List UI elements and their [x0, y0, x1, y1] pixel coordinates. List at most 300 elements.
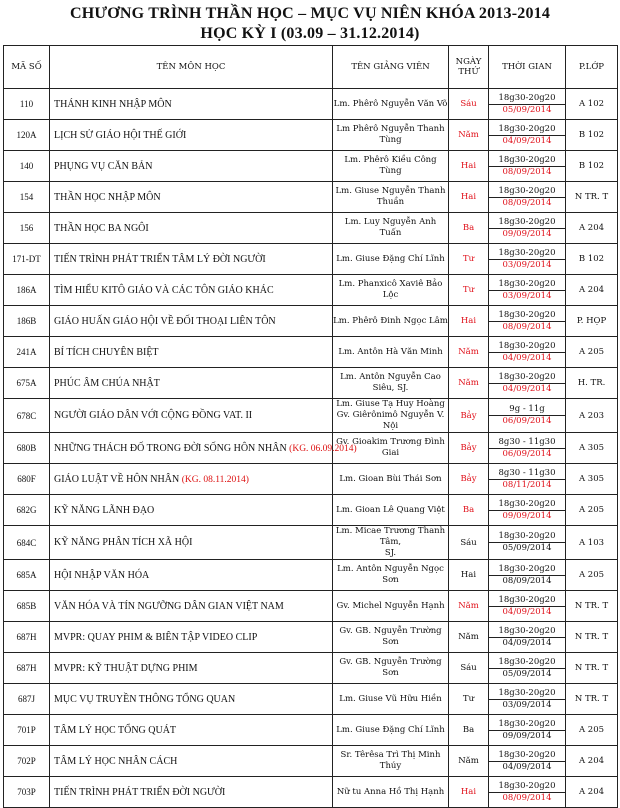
- room: B 102: [578, 161, 605, 171]
- time-range: 18g30-20g20: [489, 186, 565, 198]
- teacher-cell: [333, 495, 449, 526]
- course-name-cell: [50, 684, 333, 715]
- course-code-cell: [4, 399, 50, 433]
- room: A 103: [578, 537, 605, 548]
- room-cell: [566, 591, 618, 622]
- start-date: 05/09/2014: [502, 668, 552, 679]
- course-name: NGƯỜI GIÁO DÂN VỚI CỘNG ĐỒNG VAT. II: [54, 410, 253, 421]
- room: N TR. T: [574, 663, 609, 673]
- weekday: Tư: [462, 285, 475, 295]
- column-header-day-line1: NGÀY: [455, 57, 482, 67]
- course-code: 703P: [17, 787, 36, 797]
- course-code: 687J: [17, 694, 35, 704]
- room: A 305: [578, 443, 605, 453]
- course-code: 687H: [16, 663, 37, 673]
- room: A 205: [578, 505, 605, 515]
- course-name-cell: [50, 746, 333, 777]
- course-code-cell: [4, 495, 50, 526]
- start-date: 04/09/2014: [502, 352, 552, 363]
- course-name: HỘI NHẬP VĂN HÓA: [54, 569, 150, 581]
- column-header-time: THỜI GIAN: [489, 46, 566, 89]
- table-row: [4, 591, 618, 622]
- column-header-room: P.LỚP: [566, 46, 618, 89]
- time-range: 18g30-20g20: [489, 341, 565, 353]
- table-row: [4, 715, 618, 746]
- room: P. HỌP: [576, 316, 607, 326]
- room-cell: [566, 777, 618, 808]
- day-cell: [449, 151, 489, 182]
- teacher-name: Gv. GB. Nguyễn Trường Sơn: [339, 657, 442, 678]
- course-name-cell: [50, 495, 333, 526]
- time-cell: [489, 433, 566, 464]
- course-code-cell: [4, 684, 50, 715]
- course-code: 110: [19, 99, 34, 109]
- day-cell: [449, 684, 489, 715]
- room-cell: [566, 399, 618, 433]
- time-cell: [489, 684, 566, 715]
- course-name: PHÚC ÂM CHÚA NHẬT: [54, 377, 160, 389]
- weekday: Sáu: [460, 663, 477, 673]
- teacher-cell: [333, 182, 449, 213]
- time-cell: [489, 622, 566, 653]
- course-name: LỊCH SỬ GIÁO HỘI THẾ GIỚI: [54, 129, 187, 141]
- course-code-cell: [4, 777, 50, 808]
- time-range: 18g30-20g20: [489, 124, 565, 136]
- start-date: 05/09/2014: [502, 104, 552, 115]
- course-code-cell: [4, 368, 50, 399]
- room: N TR. T: [574, 632, 609, 642]
- time-range: 18g30-20g20: [489, 688, 565, 700]
- time-range: 18g30-20g20: [489, 217, 565, 229]
- start-date: 08/11/2014: [502, 479, 552, 490]
- course-note: (KG. 06.09.2014): [289, 443, 357, 454]
- course-name-cell: [50, 591, 333, 622]
- time-cell: [489, 464, 566, 495]
- table-row: [4, 777, 618, 808]
- course-note: (KG. 08.11.2014): [181, 474, 249, 485]
- course-code: 171-DT: [12, 254, 41, 264]
- room: A 205: [578, 570, 605, 580]
- room-cell: [566, 684, 618, 715]
- course-name-cell: [50, 244, 333, 275]
- course-name-cell: [50, 560, 333, 591]
- teacher-cell: [333, 526, 449, 560]
- column-header-day-line2: THỨ: [458, 67, 479, 77]
- course-code-cell: [4, 213, 50, 244]
- room: N TR. T: [574, 192, 609, 202]
- room-cell: [566, 213, 618, 244]
- course-name-cell: [50, 433, 357, 464]
- course-code: 675A: [16, 378, 37, 388]
- room: N TR. T: [574, 601, 609, 611]
- room: A 102: [578, 99, 605, 109]
- weekday: Bảy: [460, 443, 477, 453]
- course-name-cell: [50, 526, 333, 560]
- day-cell: [449, 337, 489, 368]
- table-row: [4, 213, 618, 244]
- room-cell: [566, 306, 618, 337]
- course-name-cell: [50, 120, 333, 151]
- time-cell: [489, 306, 566, 337]
- day-cell: [449, 433, 489, 464]
- teacher-cell: [333, 151, 449, 182]
- day-cell: [449, 591, 489, 622]
- time-range: 18g30-20g20: [489, 781, 565, 793]
- course-code: 701P: [17, 725, 36, 735]
- teacher-name: Lm. Phanxicô Xaviê Bảo Lộc: [338, 279, 443, 300]
- weekday: Năm: [458, 378, 479, 388]
- day-cell: [449, 777, 489, 808]
- room: A 204: [578, 787, 605, 797]
- teacher-cell: [333, 213, 449, 244]
- column-header-course: TÊN MÔN HỌC: [50, 46, 333, 89]
- teacher-cell: [333, 560, 449, 591]
- teacher-name: Nữ tu Anna Hồ Thị Hạnh: [336, 786, 445, 797]
- course-name-cell: [50, 337, 333, 368]
- course-name-cell: [50, 777, 333, 808]
- day-cell: [449, 368, 489, 399]
- course-name-cell: [50, 399, 333, 433]
- start-date: 04/09/2014: [502, 761, 552, 772]
- teacher-name: Lm. Giuse Nguyễn Thanh Thuần: [335, 186, 446, 207]
- course-code: 140: [19, 161, 34, 171]
- weekday: Năm: [458, 347, 479, 357]
- course-name-cell: [50, 213, 333, 244]
- day-cell: [449, 715, 489, 746]
- course-code-cell: [4, 182, 50, 213]
- start-date: 06/09/2014: [502, 448, 552, 459]
- day-cell: [449, 120, 489, 151]
- column-header-code: MÃ SỐ: [4, 46, 50, 89]
- teacher-name: Lm. Antôn Nguyễn Cao Siêu, SJ.: [340, 372, 441, 393]
- weekday: Năm: [458, 756, 479, 766]
- table-row: [4, 244, 618, 275]
- room-cell: [566, 715, 618, 746]
- weekday: Năm: [458, 632, 479, 642]
- time-cell: [489, 591, 566, 622]
- teacher-name: Lm. Luy Nguyễn Anh Tuấn: [344, 217, 437, 238]
- table-row: [4, 746, 618, 777]
- room: A 205: [578, 347, 605, 357]
- room: A 204: [578, 223, 605, 233]
- table-row: [4, 560, 618, 591]
- time-cell: [489, 653, 566, 684]
- table-row: [4, 622, 618, 653]
- teacher-cell: [333, 368, 449, 399]
- course-code: 680B: [16, 443, 37, 453]
- course-code: 687H: [16, 632, 37, 642]
- time-range: 18g30-20g20: [489, 626, 565, 638]
- room-cell: [566, 746, 618, 777]
- start-date: 09/09/2014: [502, 510, 552, 521]
- course-name: GIÁO LUẬT VỀ HÔN NHÂN: [54, 473, 180, 485]
- table-row: [4, 495, 618, 526]
- time-cell: [489, 495, 566, 526]
- weekday: Hai: [460, 192, 477, 202]
- teacher-name: Lm. Phêrô Đinh Ngọc Lâm: [333, 315, 448, 326]
- room: H. TR.: [577, 378, 606, 388]
- room-cell: [566, 182, 618, 213]
- start-date: 04/09/2014: [502, 606, 552, 617]
- teacher-cell: [333, 777, 449, 808]
- day-cell: [449, 89, 489, 120]
- day-cell: [449, 653, 489, 684]
- time-cell: [489, 337, 566, 368]
- time-cell: [489, 120, 566, 151]
- course-code: 186A: [16, 285, 37, 295]
- course-code: 154: [19, 192, 34, 202]
- time-cell: [489, 715, 566, 746]
- course-code: 680F: [17, 474, 36, 484]
- time-cell: [489, 182, 566, 213]
- teacher-name: Lm. Phêrô Kiều Công Tùng: [344, 155, 437, 176]
- teacher-cell: [333, 120, 449, 151]
- course-code-cell: [4, 746, 50, 777]
- table-row: [4, 526, 618, 560]
- teacher-name-second: Gv. Giêrônimô Nguyễn V. Nội: [336, 410, 445, 431]
- teacher-name: Gv. Gioakim Trương Đình Giai: [336, 437, 445, 458]
- table-row: [4, 275, 618, 306]
- course-code: 682G: [16, 505, 37, 515]
- course-name: NHỮNG THÁCH ĐỐ TRONG ĐỜI SỐNG HÔN NHÂN: [54, 442, 287, 454]
- course-code: 186B: [16, 316, 37, 326]
- start-date: 08/09/2014: [502, 321, 552, 332]
- table-row: [4, 306, 618, 337]
- room-cell: [566, 275, 618, 306]
- teacher-cell: [333, 684, 449, 715]
- weekday: Tư: [462, 254, 475, 264]
- course-code-cell: [4, 306, 50, 337]
- teacher-name: Lm. Antôn Hà Văn Minh: [338, 346, 443, 357]
- table-row: [4, 120, 618, 151]
- teacher-name: Lm. Antôn Nguyễn Ngọc Sơn: [337, 564, 444, 585]
- column-header-teacher: TÊN GIẢNG VIÊN: [333, 46, 449, 89]
- start-date: 08/09/2014: [502, 575, 552, 586]
- course-name-cell: [50, 368, 333, 399]
- course-code-cell: [4, 89, 50, 120]
- course-name: TÂM LÝ HỌC TỔNG QUÁT: [54, 724, 177, 736]
- teacher-name: Lm. Giuse Tạ Huy Hoàng: [336, 399, 445, 409]
- course-code-cell: [4, 526, 50, 560]
- time-range: 18g30-20g20: [489, 531, 565, 543]
- time-cell: [489, 244, 566, 275]
- course-name-cell: [50, 715, 333, 746]
- table-row: [4, 399, 618, 433]
- teacher-name: Sr. Têrêsa Trì Thị Minh Thúy: [340, 750, 441, 771]
- teacher-cell: [333, 275, 449, 306]
- course-code: 702P: [17, 756, 36, 766]
- teacher-name: Lm. Gioan Lê Quang Việt: [336, 504, 445, 515]
- room-cell: [566, 120, 618, 151]
- course-name: VĂN HÓA VÀ TÍN NGƯỠNG DÂN GIAN VIỆT NAM: [54, 600, 284, 612]
- course-code: 685B: [16, 601, 37, 611]
- time-cell: [489, 399, 566, 433]
- course-name-cell: [50, 653, 333, 684]
- course-code-cell: [4, 244, 50, 275]
- table-row: [4, 151, 618, 182]
- time-range: 18g30-20g20: [489, 93, 565, 105]
- course-code-cell: [4, 464, 50, 495]
- day-cell: [449, 746, 489, 777]
- teacher-cell: [333, 337, 449, 368]
- teacher-name-second: SJ.: [384, 548, 397, 558]
- weekday: Ba: [462, 223, 475, 233]
- room: B 102: [578, 254, 605, 264]
- weekday: Sáu: [460, 99, 477, 109]
- start-date: 04/09/2014: [502, 383, 552, 394]
- course-name: MỤC VỤ TRUYỀN THÔNG TỔNG QUAN: [54, 693, 236, 705]
- start-date: 05/09/2014: [502, 543, 552, 553]
- weekday: Ba: [462, 725, 475, 735]
- time-range: 9g - 11g: [489, 404, 565, 416]
- course-code-cell: [4, 715, 50, 746]
- weekday: Hai: [460, 161, 477, 171]
- room-cell: [566, 653, 618, 684]
- day-cell: [449, 526, 489, 560]
- course-name: KỸ NĂNG LÃNH ĐẠO: [54, 504, 155, 516]
- weekday: Hai: [460, 570, 477, 580]
- course-code: 678C: [16, 410, 37, 421]
- teacher-name: Lm. Giuse Đặng Chí Lĩnh: [336, 253, 445, 264]
- teacher-cell: [333, 89, 449, 120]
- table-row: [4, 182, 618, 213]
- day-cell: [449, 182, 489, 213]
- table-row: [4, 89, 618, 120]
- day-cell: [449, 213, 489, 244]
- time-cell: [489, 526, 566, 560]
- course-code: 120A: [16, 130, 37, 140]
- teacher-name: Lm. Giuse Vũ Hữu Hiền: [339, 693, 442, 704]
- column-header-day: [449, 46, 489, 89]
- course-name: THẦN HỌC BA NGÔI: [54, 222, 149, 234]
- room-cell: [566, 526, 618, 560]
- course-name: TÌM HIỂU KITÔ GIÁO VÀ CÁC TÔN GIÁO KHÁC: [54, 284, 274, 296]
- teacher-name: Gv. Michel Nguyễn Hạnh: [336, 600, 445, 611]
- course-code: 685A: [16, 570, 37, 580]
- time-cell: [489, 89, 566, 120]
- room-cell: [566, 151, 618, 182]
- day-cell: [449, 244, 489, 275]
- teacher-name: Lm. Gioan Bùi Thái Sơn: [339, 473, 442, 484]
- time-cell: [489, 275, 566, 306]
- course-name-cell: [50, 89, 333, 120]
- time-range: 18g30-20g20: [489, 155, 565, 167]
- time-range: 18g30-20g20: [489, 279, 565, 291]
- day-cell: [449, 560, 489, 591]
- course-name: THÁNH KINH NHẬP MÔN: [54, 98, 172, 110]
- course-code-cell: [4, 560, 50, 591]
- teacher-cell: [333, 715, 449, 746]
- course-name: TÂM LÝ HỌC NHÂN CÁCH: [54, 755, 178, 767]
- day-cell: [449, 495, 489, 526]
- course-name: MVPR: KỸ THUẬT DỰNG PHIM: [54, 662, 198, 674]
- weekday: Sáu: [460, 537, 477, 548]
- day-cell: [449, 464, 489, 495]
- course-code: 241A: [16, 347, 37, 357]
- teacher-name: Gv. GB. Nguyễn Trường Sơn: [339, 626, 442, 647]
- course-name-cell: [50, 182, 333, 213]
- time-range: 18g30-20g20: [489, 657, 565, 669]
- course-name: KỸ NĂNG PHÂN TÍCH XÃ HỘI: [54, 537, 193, 548]
- time-range: 18g30-20g20: [489, 310, 565, 322]
- start-date: 04/09/2014: [502, 135, 552, 146]
- start-date: 04/09/2014: [502, 637, 552, 648]
- teacher-name: Lm. Giuse Đặng Chí Lĩnh: [336, 724, 445, 735]
- room: B 102: [578, 130, 605, 140]
- table-row: [4, 653, 618, 684]
- room-cell: [566, 89, 618, 120]
- course-name: BÍ TÍCH CHUYÊN BIỆT: [54, 346, 159, 358]
- room-cell: [566, 622, 618, 653]
- start-date: 09/09/2014: [502, 228, 552, 239]
- time-range: 18g30-20g20: [489, 248, 565, 260]
- course-code-cell: [4, 653, 50, 684]
- course-name-cell: [50, 151, 333, 182]
- table-header-row: [4, 46, 618, 89]
- time-range: 18g30-20g20: [489, 719, 565, 731]
- start-date: 03/09/2014: [502, 290, 552, 301]
- course-code-cell: [4, 151, 50, 182]
- time-cell: [489, 746, 566, 777]
- table-row: [4, 464, 618, 495]
- time-range: 8g30 - 11g30: [489, 468, 565, 480]
- teacher-cell: [333, 399, 449, 433]
- room: N TR. T: [574, 694, 609, 704]
- course-name-cell: [50, 622, 333, 653]
- table-row: [4, 684, 618, 715]
- room-cell: [566, 464, 618, 495]
- course-name: MVPR: QUAY PHIM & BIÊN TẬP VIDEO CLIP: [54, 631, 258, 643]
- teacher-cell: [333, 622, 449, 653]
- time-cell: [489, 560, 566, 591]
- day-cell: [449, 399, 489, 433]
- teacher-name: Lm Phêrô Nguyễn Thanh Tùng: [336, 124, 445, 145]
- day-cell: [449, 275, 489, 306]
- weekday: Bảy: [460, 410, 477, 421]
- start-date: 08/09/2014: [502, 166, 552, 177]
- teacher-name: Lm. Micae Trương Thanh Tâm,: [335, 526, 446, 547]
- room: A 204: [578, 756, 605, 766]
- course-code-cell: [4, 120, 50, 151]
- teacher-cell: [333, 653, 449, 684]
- room-cell: [566, 368, 618, 399]
- schedule-table: [3, 45, 618, 808]
- table-body: [4, 89, 618, 808]
- time-cell: [489, 151, 566, 182]
- course-name: THẦN HỌC NHẬP MÔN: [54, 191, 161, 203]
- room: A 305: [578, 474, 605, 484]
- room: A 203: [578, 410, 605, 421]
- weekday: Ba: [462, 505, 475, 515]
- course-name-cell: [50, 275, 333, 306]
- table-row: [4, 433, 618, 464]
- time-cell: [489, 368, 566, 399]
- weekday: Hai: [460, 316, 477, 326]
- time-cell: [489, 777, 566, 808]
- start-date: 03/09/2014: [502, 259, 552, 270]
- time-cell: [489, 213, 566, 244]
- day-cell: [449, 622, 489, 653]
- weekday: Hai: [460, 787, 477, 797]
- course-name: TIẾN TRÌNH PHÁT TRIỂN ĐỜI NGƯỜI: [54, 786, 226, 798]
- start-date: 08/09/2014: [502, 792, 552, 803]
- course-code: 156: [19, 223, 34, 233]
- course-name: PHỤNG VỤ CĂN BẢN: [54, 160, 153, 172]
- room-cell: [566, 495, 618, 526]
- course-code: 684C: [16, 537, 37, 548]
- teacher-cell: [333, 464, 449, 495]
- teacher-cell: [333, 244, 449, 275]
